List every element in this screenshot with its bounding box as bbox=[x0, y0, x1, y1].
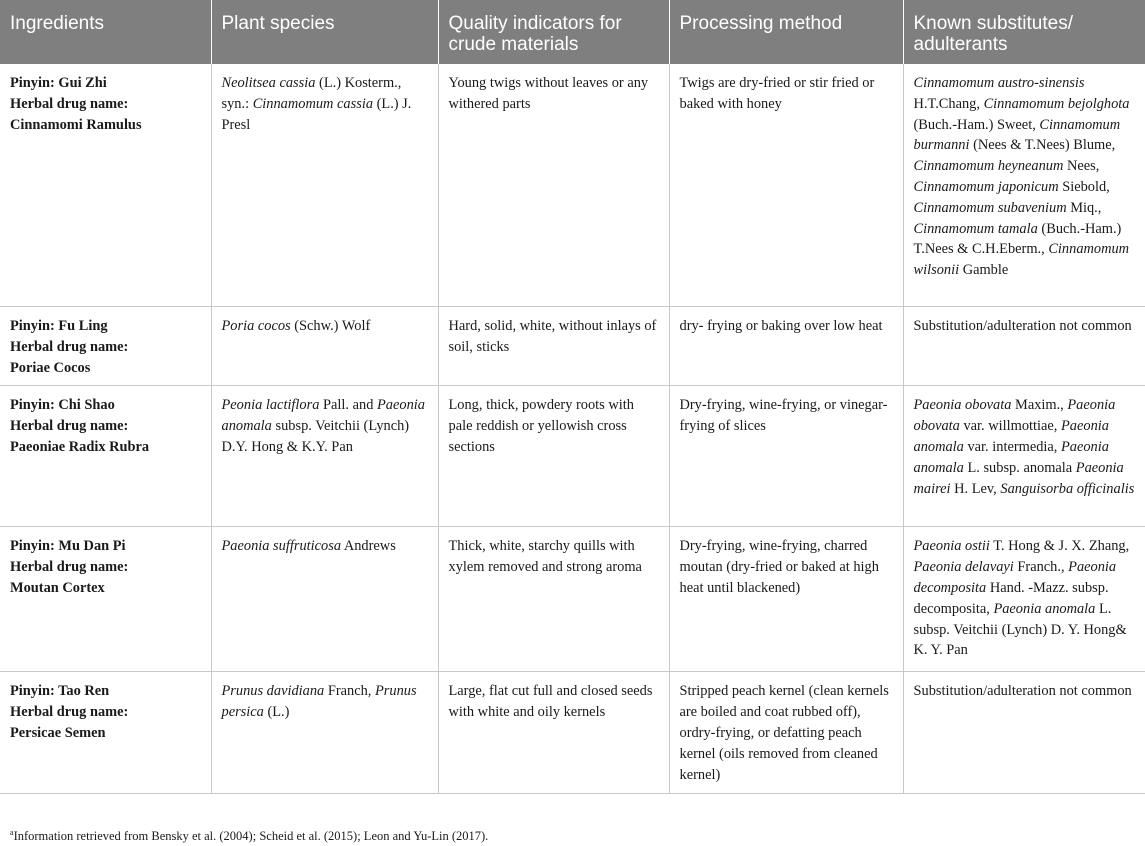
footnote-text: Information retrieved from Bensky et al. (2004); Scheid et al. (2015); Leon and Yu-Lin (2017). bbox=[13, 829, 489, 843]
quality-indicators-cell: Long, thick, powdery roots with pale reddish or yellowish cross sections bbox=[438, 386, 669, 527]
species-name: Cinnamomum japonicum bbox=[913, 178, 1059, 195]
header-row bbox=[0, 0, 1145, 64]
table-header bbox=[0, 0, 1145, 64]
herbal-drug-name: Persicae Semen bbox=[10, 724, 106, 741]
species-name: Paeonia mairei bbox=[913, 459, 1124, 497]
table-row bbox=[0, 64, 1145, 307]
table-row bbox=[0, 386, 1145, 527]
herbal-drug-label: Herbal drug name: bbox=[10, 418, 129, 435]
species-name: Cinnamomum wilsonii bbox=[913, 241, 1130, 279]
species-name: Paeonia anomala bbox=[913, 418, 1109, 455]
processing-method-cell: Dry-frying, wine-frying, charred moutan (dry-fried or baked at high heat until blackened) bbox=[669, 527, 903, 672]
quality-indicators-cell: Thick, white, starchy quills with xylem removed and strong aroma bbox=[438, 527, 669, 672]
pinyin-name: Pinyin: Tao Ren bbox=[10, 683, 110, 700]
table-footnote bbox=[10, 829, 488, 844]
species-name: Paeonia suffruticosa bbox=[221, 538, 342, 555]
species-name: Cinnamomum tamala bbox=[913, 220, 1038, 237]
species-name: Cinnamomum bejolghota bbox=[983, 95, 1130, 112]
herbal-drug-label: Herbal drug name: bbox=[10, 95, 129, 112]
species-name: Paeonia obovata bbox=[913, 397, 1012, 414]
plant-species-cell: Neolitsea cassia (L.) Kosterm., syn.: Cinnamomum cassia (L.) J. Presl bbox=[211, 64, 438, 307]
species-name: Cinnamomum cassia bbox=[252, 95, 374, 112]
species-name: Paeonia anomala bbox=[913, 438, 1109, 476]
plant-species-cell: Paeonia suffruticosa Andrews bbox=[211, 527, 438, 672]
ingredient-cell bbox=[0, 386, 211, 527]
species-name: Cinnamomum burmanni bbox=[913, 116, 1121, 154]
header-plant-species: Plant species bbox=[211, 0, 438, 64]
species-name: Cinnamomum subavenium bbox=[913, 199, 1067, 216]
header-ingredients: Ingredients bbox=[0, 0, 211, 64]
table-row bbox=[0, 527, 1145, 672]
plant-species-cell: Prunus davidiana Franch, Prunus persica (L.) bbox=[211, 672, 438, 794]
processing-method-cell: Dry-frying, wine-frying, or vinegar- frying of slices bbox=[669, 386, 903, 527]
processing-method-cell: dry- frying or baking over low heat bbox=[669, 307, 903, 386]
herbal-drug-name: Paeoniae Radix Rubra bbox=[10, 438, 150, 455]
processing-method-cell: Twigs are dry-fried or stir fried or baked with honey bbox=[669, 64, 903, 307]
plant-species-cell: Peonia lactiflora Pall. and Paeonia anomala subsp. Veitchii (Lynch) D.Y. Hong & K.Y. Pan bbox=[211, 386, 438, 527]
table-row bbox=[0, 307, 1145, 386]
herbal-drug-name: Poriae Cocos bbox=[10, 359, 91, 376]
species-name: Neolitsea cassia bbox=[221, 75, 316, 91]
pinyin-name: Pinyin: Gui Zhi bbox=[10, 75, 107, 91]
substitutes-cell: Cinnamomum austro-sinensis H.T.Chang, Cinnamomum bejolghota (Buch.-Ham.) Sweet, Cinnamomum burmanni (Nees & T.Nees) Blume, Cinnamomum heyneanum Nees, Cinnamomum japonicum Siebold, Cinnamomum subavenium Miq., Cinnamomum tamala (Buch.-Ham.) T.Nees & C.H.Eberm., Cinnamomum wilsonii Gamble bbox=[903, 64, 1145, 307]
species-name: Sanguisorba officinalis bbox=[1000, 480, 1135, 497]
species-name: Paeonia obovata bbox=[913, 397, 1116, 435]
header-known-substitutes: Known substitutes/ adulterants bbox=[903, 0, 1145, 64]
species-name: Paeonia anomala bbox=[993, 600, 1096, 617]
species-name: Paeonia decomposita bbox=[913, 559, 1117, 596]
table-body bbox=[0, 64, 1145, 794]
substitutes-cell: Substitution/adulteration not common bbox=[903, 307, 1145, 386]
substitutes-cell: Paeonia ostii T. Hong & J. X. Zhang, Paeonia delavayi Franch., Paeonia decomposita Hand. -Mazz. subsp. decomposita, Paeonia anomala L. subsp. Veitchii (Lynch) D. Y. Hong& K. Y. Pan bbox=[903, 527, 1145, 672]
ingredient-cell bbox=[0, 672, 211, 794]
pinyin-name: Pinyin: Chi Shao bbox=[10, 397, 115, 414]
herbal-drug-label: Herbal drug name: bbox=[10, 559, 129, 576]
herbal-drug-label: Herbal drug name: bbox=[10, 704, 129, 721]
species-name: Prunus davidiana bbox=[221, 683, 325, 700]
herbal-drug-name: Moutan Cortex bbox=[10, 579, 105, 596]
herbal-drug-label: Herbal drug name: bbox=[10, 338, 129, 355]
species-name: Peonia lactiflora bbox=[221, 397, 320, 414]
species-name: Cinnamomum heyneanum bbox=[913, 158, 1064, 175]
species-name: Poria cocos bbox=[221, 318, 291, 334]
quality-indicators-cell: Young twigs without leaves or any withered parts bbox=[438, 64, 669, 307]
substitutes-cell: Substitution/adulteration not common bbox=[903, 672, 1145, 794]
ingredient-cell bbox=[0, 307, 211, 386]
species-name: Paeonia ostii bbox=[913, 538, 990, 555]
plant-species-cell: Poria cocos (Schw.) Wolf bbox=[211, 307, 438, 386]
ingredient-cell bbox=[0, 64, 211, 307]
header-quality-indicators: Quality indicators for crude materials bbox=[438, 0, 669, 64]
species-name: Prunus persica bbox=[221, 683, 417, 721]
ingredient-cell bbox=[0, 527, 211, 672]
substitutes-cell: Paeonia obovata Maxim., Paeonia obovata var. willmottiae, Paeonia anomala var. intermedia, Paeonia anomala L. subsp. anomala Paeonia mairei H. Lev, Sanguisorba officinalis bbox=[903, 386, 1145, 527]
pinyin-name: Pinyin: Fu Ling bbox=[10, 318, 108, 334]
species-name: Paeonia delavayi bbox=[913, 559, 1014, 576]
processing-method-cell: Stripped peach kernel (clean kernels are boiled and coat rubbed off), ordry-frying, or defatting peach kernel (oils removed from cleaned kernel) bbox=[669, 672, 903, 794]
herbal-drug-name: Cinnamomi Ramulus bbox=[10, 116, 142, 133]
quality-indicators-cell: Hard, solid, white, without inlays of soil, sticks bbox=[438, 307, 669, 386]
header-processing-method: Processing method bbox=[669, 0, 903, 64]
species-name: Cinnamomum austro-sinensis bbox=[913, 75, 1085, 91]
quality-indicators-cell: Large, flat cut full and closed seeds with white and oily kernels bbox=[438, 672, 669, 794]
footnote-marker: a bbox=[10, 827, 14, 837]
species-name: Paeonia anomala bbox=[221, 397, 425, 435]
table-row bbox=[0, 672, 1145, 794]
pinyin-name: Pinyin: Mu Dan Pi bbox=[10, 538, 126, 555]
